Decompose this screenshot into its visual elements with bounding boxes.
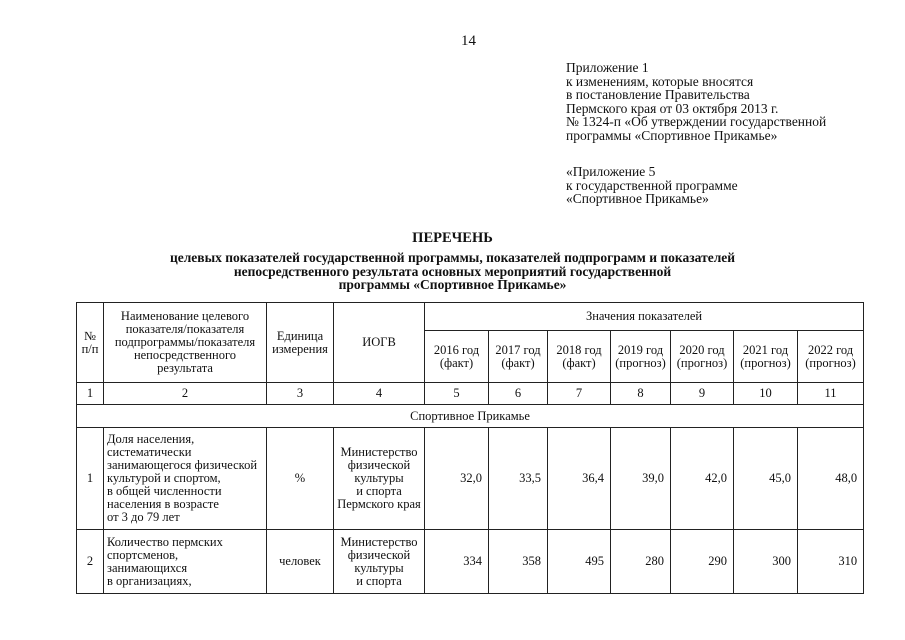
- row-value-2018: 495: [548, 530, 611, 594]
- indicators-table: [76, 302, 864, 594]
- column-number: 7: [548, 383, 611, 405]
- page-number: 14: [461, 33, 476, 49]
- row-iogv-line: физической: [347, 547, 411, 562]
- header-num-line: №: [84, 328, 96, 343]
- row-indicator-name: [104, 428, 267, 530]
- row-name-line: Доля населения,: [107, 432, 195, 446]
- row-value-2020: 42,0: [671, 428, 734, 530]
- appendix-5-line: «Спортивное Прикамье»: [566, 191, 709, 206]
- row-iogv: [334, 530, 425, 594]
- row-name-line: занимающихся: [107, 560, 188, 575]
- row-name-line: занимающегося физической: [107, 458, 258, 472]
- column-number: 6: [489, 383, 548, 405]
- row-iogv-line: Министерство: [340, 534, 418, 549]
- header-year-label: 2016 год: [433, 342, 480, 357]
- column-number: 5: [425, 383, 489, 405]
- header-year-type: (факт): [439, 355, 474, 370]
- header-year-type: (прогноз): [805, 355, 856, 370]
- row-value-2021: 45,0: [734, 428, 798, 530]
- appendix-1-block: [566, 61, 826, 142]
- header-year-2018: [548, 331, 611, 383]
- row-value-2022: 310: [798, 530, 864, 594]
- header-year-label: 2017 год: [495, 342, 541, 357]
- header-year-type: (прогноз): [615, 355, 666, 370]
- column-number: 3: [267, 383, 334, 405]
- section-title: Спортивное Прикамье: [77, 405, 864, 428]
- row-iogv-line: и спорта: [356, 573, 402, 588]
- column-number: 9: [671, 383, 734, 405]
- column-number: 11: [798, 383, 864, 405]
- row-name-line: в организациях,: [107, 573, 192, 588]
- column-number: 1: [77, 383, 104, 405]
- header-unit-line: измерения: [272, 341, 328, 356]
- column-number: 2: [104, 383, 267, 405]
- header-year-2022: [798, 331, 864, 383]
- appendix-1-line: № 1324-п «Об утверждении государственной: [566, 114, 827, 129]
- row-number: 1: [77, 428, 104, 530]
- row-name-line: систематически: [107, 445, 192, 459]
- header-year-2017: [489, 331, 548, 383]
- header-year-label: 2018 год: [556, 342, 602, 357]
- row-value-2019: 39,0: [611, 428, 671, 530]
- column-number: 8: [611, 383, 671, 405]
- header-unit: [267, 303, 334, 383]
- header-num-line: п/п: [81, 341, 99, 356]
- appendix-1-line: Пермского края от 03 октября 2013 г.: [566, 100, 779, 116]
- header-name-line: результата: [157, 361, 213, 375]
- header-year-type: (прогноз): [676, 355, 728, 370]
- subtitle-line: непосредственного результата основных мероприятий государственной: [233, 263, 672, 279]
- column-number: 10: [734, 383, 798, 405]
- row-name-line: населения в возрасте: [107, 497, 219, 511]
- row-value-2016: 32,0: [425, 428, 489, 530]
- table-row: [77, 530, 864, 594]
- appendix-1-line: в постановление Правительства: [566, 87, 750, 102]
- row-iogv-line: физической: [347, 458, 411, 472]
- document-subtitle: [0, 251, 905, 292]
- header-year-2020: [671, 331, 734, 383]
- table-row: [77, 428, 864, 530]
- row-value-2022: 48,0: [798, 428, 864, 530]
- row-iogv-line: культуры: [354, 560, 404, 575]
- subtitle-line: программы «Спортивное Прикамье»: [338, 277, 567, 292]
- row-iogv-line: культуры: [354, 471, 404, 485]
- appendix-5-line: «Приложение 5: [566, 164, 656, 179]
- header-iogv: ИОГВ: [334, 303, 425, 383]
- header-values-group: Значения показателей: [425, 303, 864, 331]
- row-indicator-name: [104, 530, 267, 594]
- row-value-2017: 33,5: [489, 428, 548, 530]
- header-year-label: 2021 год: [742, 342, 789, 357]
- header-unit-line: Единица: [276, 328, 324, 343]
- header-year-2016: [425, 331, 489, 383]
- row-name-line: спортсменов,: [107, 547, 179, 562]
- subtitle-line: целевых показателей государственной программы, показателей подпрограмм и показателей: [169, 250, 736, 265]
- appendix-5-block: [566, 165, 738, 206]
- header-year-label: 2022 год: [807, 342, 854, 357]
- row-value-2018: 36,4: [548, 428, 611, 530]
- row-iogv: [334, 428, 425, 530]
- appendix-1-line: программы «Спортивное Прикамье»: [566, 127, 778, 143]
- row-unit: человек: [267, 530, 334, 594]
- appendix-1-line: Приложение 1: [566, 60, 649, 75]
- row-iogv-line: Пермского края: [337, 497, 421, 511]
- row-name-line: культурой и спортом,: [107, 471, 221, 485]
- row-value-2016: 334: [425, 530, 489, 594]
- header-name: [104, 303, 267, 383]
- row-unit: %: [267, 428, 334, 530]
- header-year-type: (прогноз): [740, 355, 791, 370]
- appendix-1-line: к изменениям, которые вносятся: [566, 73, 754, 89]
- row-iogv-line: и спорта: [356, 484, 402, 498]
- row-value-2019: 280: [611, 530, 671, 594]
- header-year-label: 2019 год: [617, 342, 664, 357]
- header-year-type: (факт): [562, 355, 596, 370]
- row-name-line: Количество пермских: [107, 534, 223, 549]
- section-row: [77, 405, 864, 428]
- header-name-line: показателя/показателя: [125, 322, 245, 336]
- row-value-2020: 290: [671, 530, 734, 594]
- header-num: [77, 303, 104, 383]
- appendix-5-line: к государственной программе: [566, 177, 738, 193]
- header-name-line: Наименование целевого: [120, 309, 250, 323]
- row-name-line: в общей численности: [107, 484, 222, 498]
- row-number: 2: [77, 530, 104, 594]
- header-year-2019: [611, 331, 671, 383]
- header-year-label: 2020 год: [679, 342, 725, 357]
- header-year-type: (факт): [501, 355, 535, 370]
- column-numbers-row: [77, 383, 864, 405]
- row-name-line: от 3 до 79 лет: [107, 510, 180, 524]
- header-name-line: непосредственного: [133, 348, 237, 362]
- row-iogv-line: Министерство: [340, 445, 418, 459]
- row-value-2021: 300: [734, 530, 798, 594]
- document-title: ПЕРЕЧЕНЬ: [412, 230, 493, 246]
- row-value-2017: 358: [489, 530, 548, 594]
- header-year-2021: [734, 331, 798, 383]
- header-name-line: подпрограммы/показателя: [114, 335, 256, 349]
- column-number: 4: [334, 383, 425, 405]
